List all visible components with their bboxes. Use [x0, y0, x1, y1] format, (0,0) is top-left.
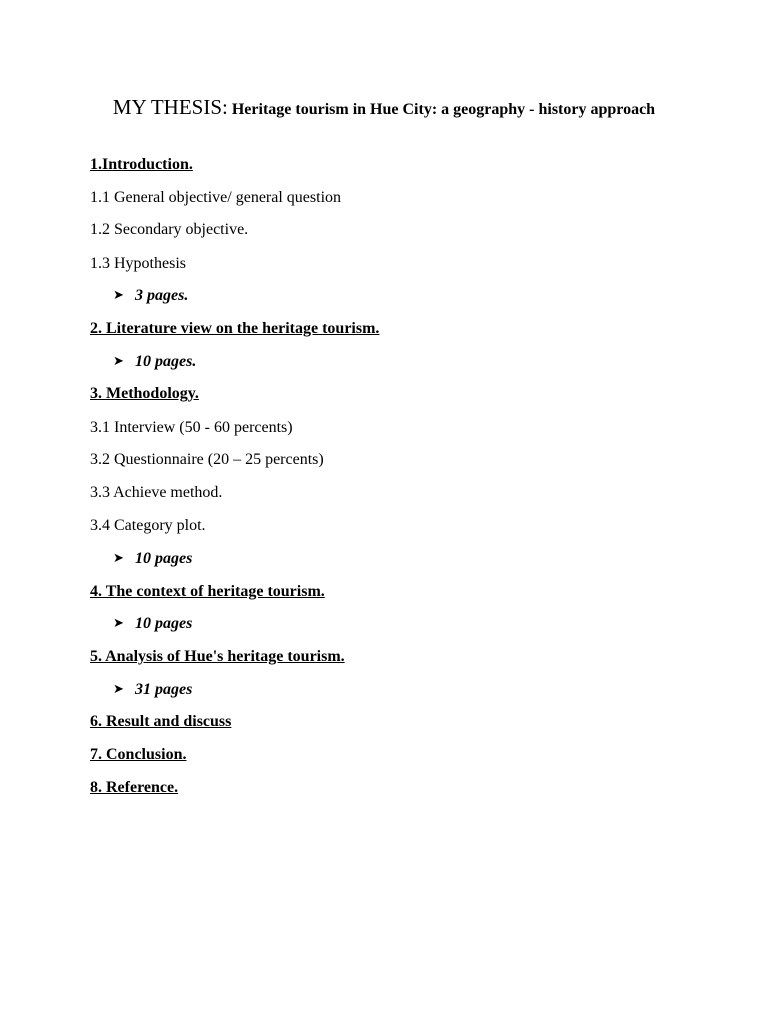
page-count-literature	[113, 352, 196, 372]
heading-analysis: 5. Analysis of Hue's heritage tourism.	[90, 648, 345, 665]
heading-introduction: 1.Introduction.	[90, 156, 193, 173]
subsection-interview: 3.1 Interview (50 - 60 percents)	[90, 419, 293, 436]
subsection-category-plot: 3.4 Category plot.	[90, 517, 206, 534]
page-count-methodology	[113, 549, 192, 569]
arrowhead-bullet-icon: ➤	[113, 682, 124, 697]
heading-methodology: 3. Methodology.	[90, 385, 199, 402]
page-count-text: 10 pages	[135, 550, 193, 567]
subsection-hypothesis: 1.3 Hypothesis	[90, 255, 186, 272]
heading-reference: 8. Reference.	[90, 779, 179, 796]
arrowhead-bullet-icon: ➤	[113, 551, 124, 566]
subsection-questionnaire: 3.2 Questionnaire (20 – 25 percents)	[90, 451, 324, 468]
arrowhead-bullet-icon: ➤	[113, 288, 124, 303]
page-count-text: 31 pages	[135, 681, 193, 698]
title-prefix: MY THESIS:	[112, 95, 228, 119]
page-count-introduction	[113, 286, 188, 306]
heading-literature-view: 2. Literature view on the heritage tourism.	[90, 320, 380, 337]
thesis-title	[90, 94, 678, 123]
subsection-achieve-method: 3.3 Achieve method.	[90, 484, 223, 501]
heading-conclusion: 7. Conclusion.	[90, 746, 187, 763]
arrowhead-bullet-icon: ➤	[113, 354, 124, 369]
subsection-general-objective: 1.1 General objective/ general question	[90, 189, 342, 206]
page-count-text: 10 pages.	[135, 353, 197, 370]
arrowhead-bullet-icon: ➤	[113, 616, 124, 631]
page-count-analysis	[113, 680, 192, 700]
page-count-text: 3 pages.	[135, 287, 189, 304]
title-main: Heritage tourism in Hue City: a geography - history approach	[231, 101, 656, 118]
heading-result: 6. Result and discuss	[90, 713, 232, 730]
page-count-text: 10 pages	[135, 615, 193, 632]
subsection-secondary-objective: 1.2 Secondary objective.	[90, 221, 249, 238]
page-count-context	[113, 614, 192, 634]
heading-context: 4. The context of heritage tourism.	[90, 583, 325, 600]
